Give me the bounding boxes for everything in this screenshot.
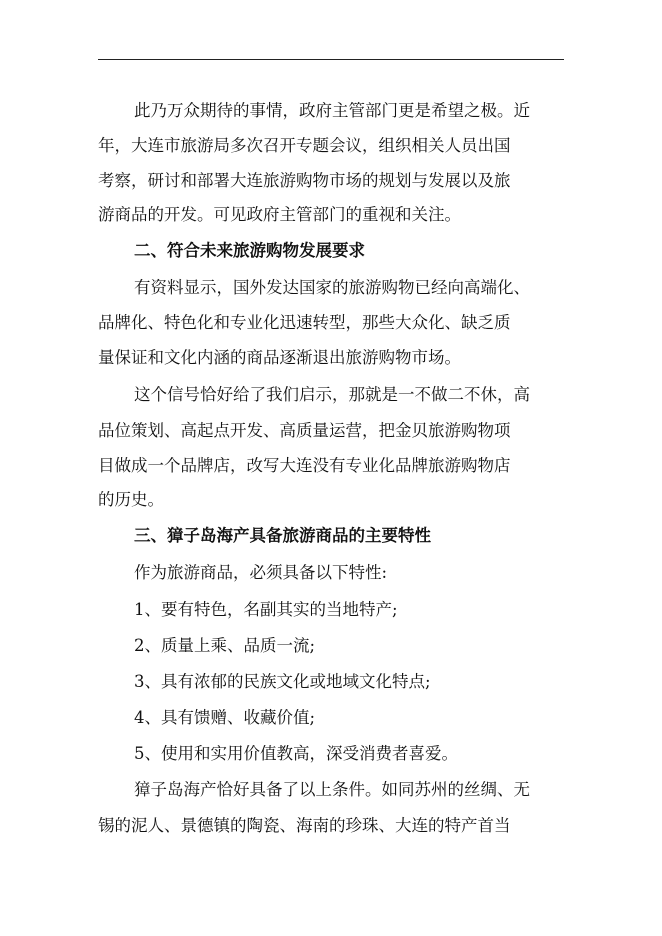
paragraph-line: 有资料显示，国外发达国家的旅游购物已经向高端化、 xyxy=(134,278,530,297)
paragraph-line: 年，大连市旅游局多次召开专题会议，组织相关人员出国 xyxy=(98,136,511,155)
paragraph-line: 獐子岛海产恰好具备了以上条件。如同苏州的丝绸、无 xyxy=(134,780,530,799)
paragraph-line: 目做成一个品牌店，改写大连没有专业化品牌旅游购物店 xyxy=(98,456,511,475)
list-item: 5、使用和实用价值教高，深受消费者喜爱。 xyxy=(134,744,458,763)
paragraph-line: 这个信号恰好给了我们启示，那就是一不做二不休，高 xyxy=(134,385,530,404)
paragraph-line: 锡的泥人、景德镇的陶瓷、海南的珍珠、大连的特产首当 xyxy=(98,816,511,835)
paragraph-line: 品位策划、高起点开发、高质量运营，把金贝旅游购物项 xyxy=(98,421,511,440)
paragraph-line: 量保证和文化内涵的商品逐渐退出旅游购物市场。 xyxy=(98,348,461,367)
paragraph-line: 作为旅游商品，必须具备以下特性: xyxy=(134,563,388,582)
section-heading: 二、符合未来旅游购物发展要求 xyxy=(134,241,365,260)
list-item: 1、要有特色，名副其实的当地特产; xyxy=(134,600,398,619)
section-heading: 三、獐子岛海产具备旅游商品的主要特性 xyxy=(134,526,431,545)
list-item: 3、具有浓郁的民族文化或地域文化特点; xyxy=(134,672,431,691)
list-item: 2、质量上乘、品质一流; xyxy=(134,636,316,655)
list-item: 4、具有馈赠、收藏价值; xyxy=(134,708,316,727)
paragraph-line: 的历史。 xyxy=(98,490,164,509)
paragraph-line: 考察，研讨和部署大连旅游购物市场的规划与发展以及旅 xyxy=(98,171,511,190)
paragraph-line: 此乃万众期待的事情，政府主管部门更是希望之极。近 xyxy=(134,101,530,120)
paragraph-line: 品牌化、特色化和专业化迅速转型，那些大众化、缺乏质 xyxy=(98,313,511,332)
paragraph-line: 游商品的开发。可见政府主管部门的重视和关注。 xyxy=(98,205,461,224)
header-rule xyxy=(98,59,564,60)
